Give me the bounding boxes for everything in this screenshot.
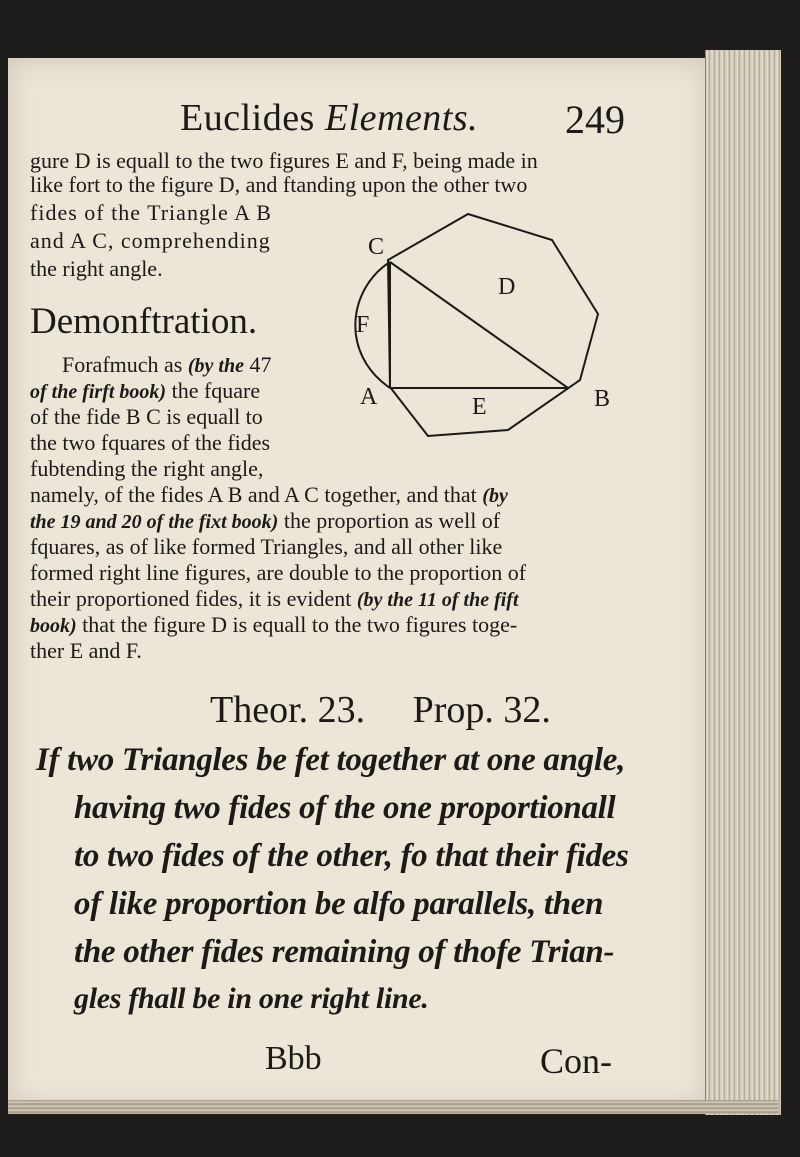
demo-line: namely, of the fides A B and A C together, and that (by xyxy=(30,482,508,507)
intro-line: the right angle. xyxy=(30,256,163,281)
figure-label-C: C xyxy=(368,234,385,260)
catchword: Con- xyxy=(540,1041,612,1081)
demo-line: fubtending the right angle, xyxy=(30,456,264,481)
running-head xyxy=(180,96,478,140)
proposition-number: Prop. 32. xyxy=(412,689,551,731)
intro-line: and A C, comprehending xyxy=(30,228,271,253)
figure-label-A: A xyxy=(360,384,378,410)
demo-line: of the fide B C is equall to xyxy=(30,404,263,429)
proposition-line: gles fhall be in one right line. xyxy=(74,982,429,1015)
demo-line: formed right line figures, are double to the proportion of xyxy=(30,560,527,585)
page-number: 249 xyxy=(565,97,625,142)
demo-line: Forafmuch as (by the 47 xyxy=(62,352,272,377)
theorem-number: Theor. 23. xyxy=(210,689,366,731)
figure-label-D: D xyxy=(498,274,516,300)
demo-line: of the firft book) the fquare xyxy=(30,378,261,403)
proposition-line: If two Triangles be fet together at one angle, xyxy=(36,742,626,778)
proposition-line: having two fides of the one proportionall xyxy=(74,790,616,826)
figure-svg xyxy=(330,192,620,462)
figure-label-F: F xyxy=(356,312,370,338)
theorem-heading xyxy=(210,688,551,732)
figure-label-B: B xyxy=(594,386,611,412)
intro-line: fides of the Triangle A B xyxy=(30,200,272,225)
proposition-line: to two fides of the other, fo that their fides xyxy=(74,838,629,874)
intro-line: gure D is equall to the two figures E and F, being made in xyxy=(30,148,538,173)
page-bottom-edge xyxy=(8,1100,778,1114)
proposition-line: the other fides remaining of thofe Trian- xyxy=(74,934,615,970)
demo-line: the two fquares of the fides xyxy=(30,430,271,455)
demonstration-heading: Demonftration. xyxy=(30,301,258,342)
running-head-italic: Elements. xyxy=(324,97,479,139)
geometric-figure xyxy=(330,192,620,462)
figure-line-CB xyxy=(390,262,568,388)
demo-line: their proportioned fides, it is evident (by the 11 of the fift xyxy=(30,586,519,611)
demo-line: book) that the figure D is equall to the two figures toge- xyxy=(30,612,518,637)
page-fore-edge xyxy=(705,50,781,1115)
intro-line: like fort to the figure D, and ftanding upon the other two xyxy=(30,172,528,197)
demo-line: fquares, as of like formed Triangles, and all other like xyxy=(30,534,503,559)
demo-line: ther E and F. xyxy=(30,638,142,663)
figure-label-E: E xyxy=(472,394,487,420)
demo-line: the 19 and 20 of the fixt book) the proportion as well of xyxy=(30,508,501,533)
proposition-line: of like proportion be alfo parallels, then xyxy=(74,886,604,922)
figure-D-heptagon xyxy=(388,214,598,436)
signature-mark: Bbb xyxy=(265,1040,322,1077)
running-head-title: Euclides xyxy=(180,97,315,139)
